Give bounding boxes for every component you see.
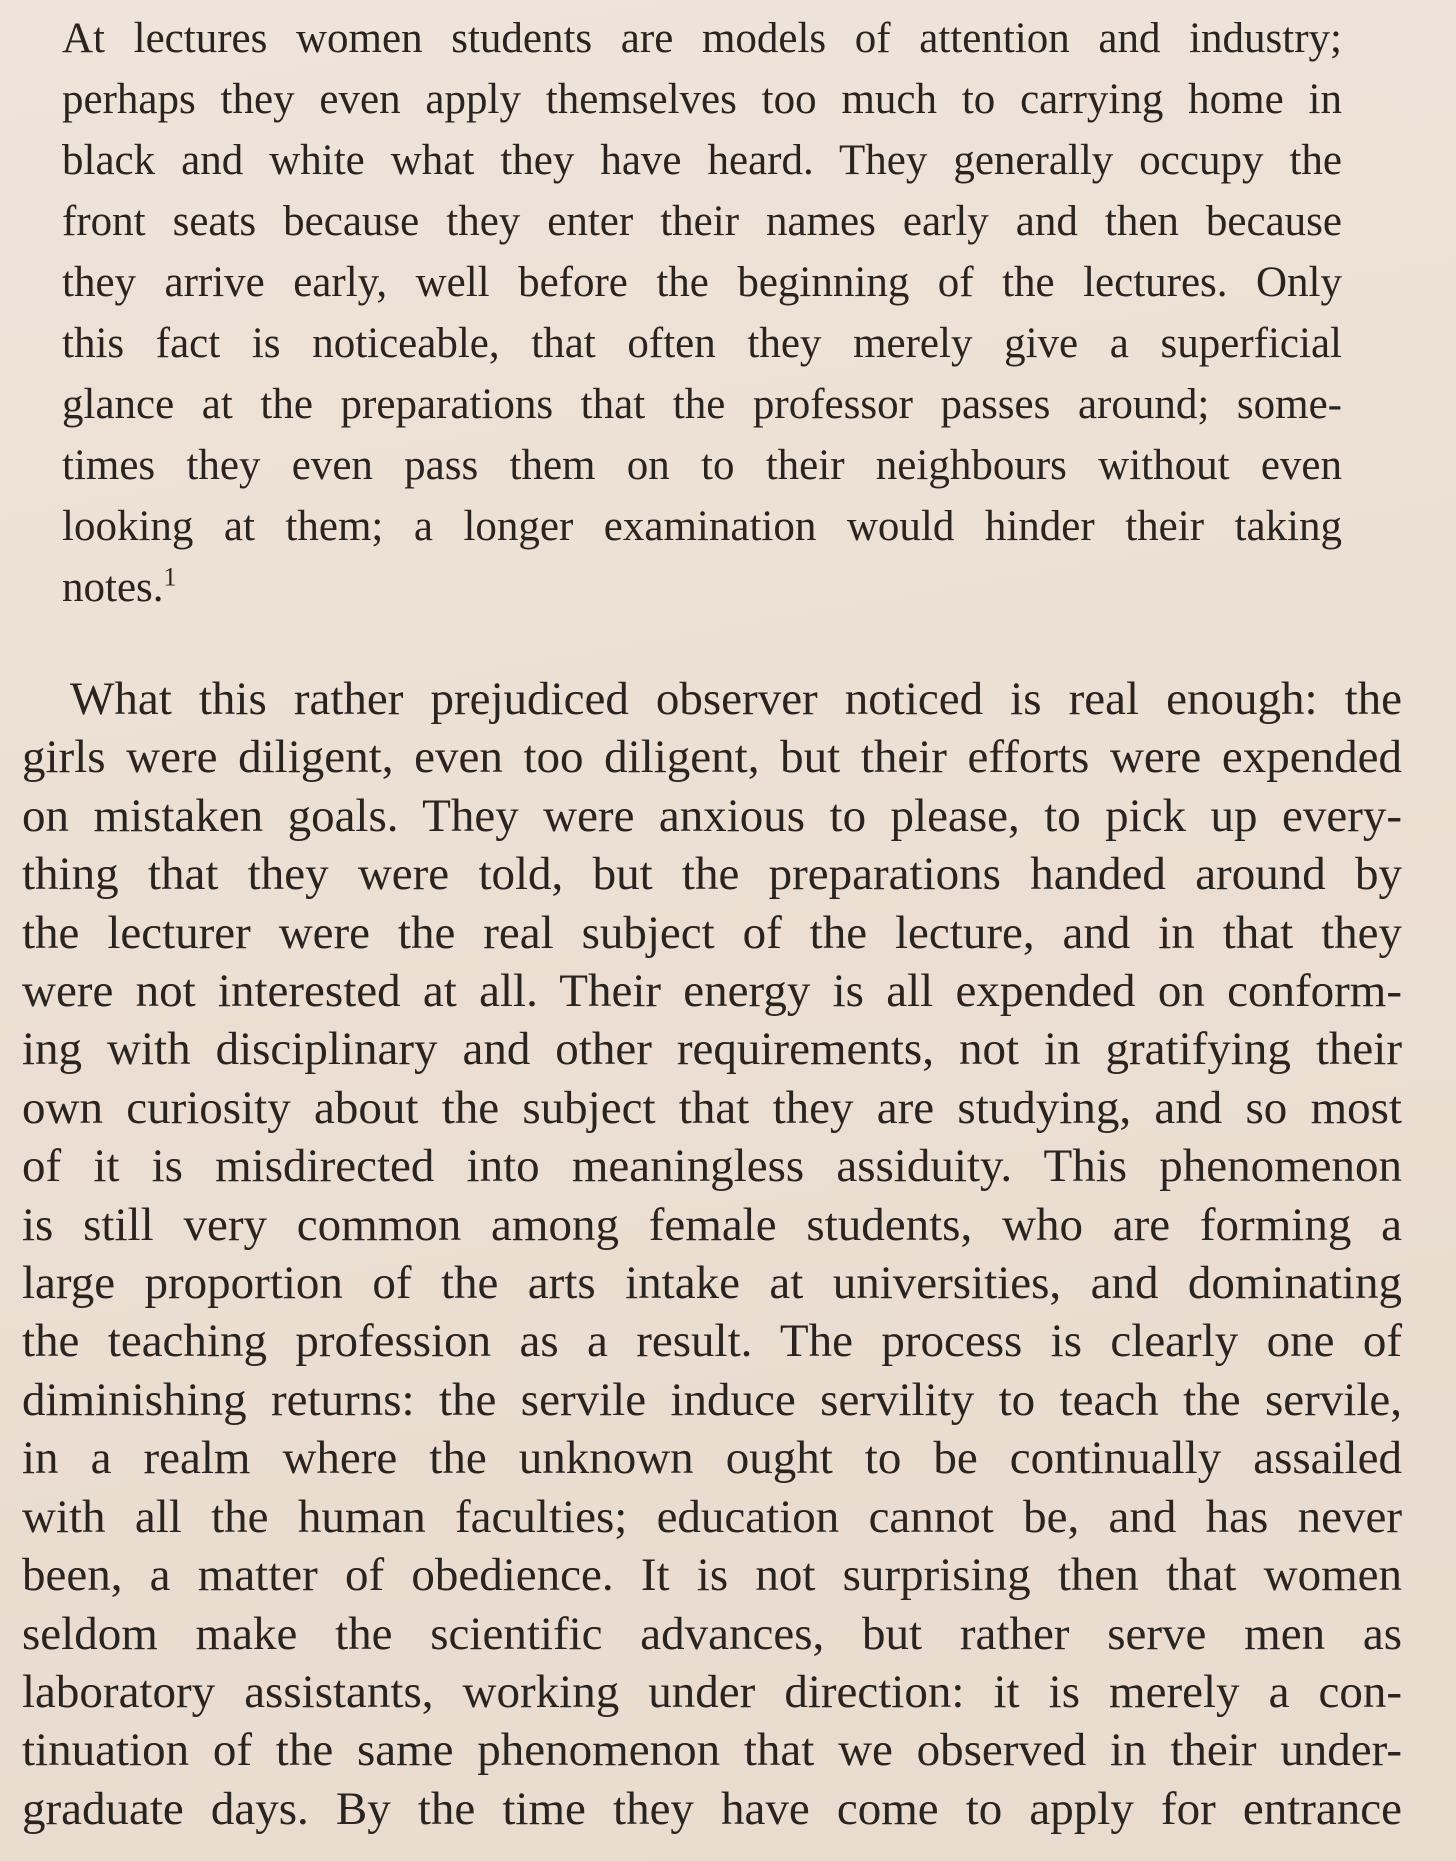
paragraph-line: of it is misdirected into meaningless assiduity. This phenomenon [22,1140,1402,1193]
quote-line: At lectures women students are models of attention and industry; [62,15,1342,62]
paragraph-line: own curiosity about the subject that they are studying, and so most [22,1081,1402,1134]
paragraph-line: thing that they were told, but the preparations handed around by [22,848,1402,901]
quote-line: they arrive early, well before the beginning of the lectures. Only [62,259,1342,306]
paragraph-line: What this rather prejudiced observer noticed is real enough: the [70,673,1402,725]
paragraph-line: large proportion of the arts intake at universities, and dominating [22,1257,1402,1310]
quote-last-line [62,557,1342,618]
paragraph-line: the teaching profession as a result. The process is clearly one of [22,1315,1402,1368]
quote-line: glance at the preparations that the professor passes around; some- [62,381,1342,428]
paragraph-line: laboratory assistants, working under direction: it is merely a con- [22,1665,1402,1718]
paragraph-line: is still very common among female students, who are forming a [22,1198,1402,1251]
quote-line: notes. [62,564,164,611]
paragraph-line: were not interested at all. Their energy is all expended on conform- [22,965,1402,1018]
quote-line: front seats because they enter their names early and then because [62,198,1342,245]
quote-line: this fact is noticeable, that often they merely give a superficial [62,320,1342,367]
paragraph-line: been, a matter of obedience. It is not surprising then that women [22,1549,1402,1602]
quote-line: black and white what they have heard. They generally occupy the [62,137,1342,184]
paragraph-line: seldom make the scientific advances, but rather serve men as [22,1607,1402,1660]
quote-line: times they even pass them on to their neighbours without even [62,442,1342,489]
paragraph-line: tinuation of the same phenomenon that we observed in their under- [22,1724,1402,1777]
quote-line: looking at them; a longer examination would hinder their taking [62,503,1342,550]
paragraph-line: with all the human faculties; education cannot be, and has never [22,1490,1402,1543]
paragraph-line: the lecturer were the real subject of the lecture, and in that they [22,906,1402,959]
paragraph-line: diminishing returns: the servile induce servility to teach the servile, [22,1373,1402,1426]
body-paragraph [22,670,1402,1838]
paragraph-line: in a realm where the unknown ought to be continually assailed [22,1432,1402,1485]
paragraph-line: on mistaken goals. They were anxious to please, to pick up every- [22,789,1402,842]
block-quote [62,8,1342,618]
paragraph-line: ing with disciplinary and other requirements, not in gratifying their [22,1023,1402,1076]
footnote-marker: 1 [163,562,177,592]
paragraph-line: graduate days. By the time they have come to apply for entrance [22,1782,1402,1835]
quote-line: perhaps they even apply themselves too much to carrying home in [62,76,1342,123]
paragraph-line: girls were diligent, even too diligent, but their efforts were expended [22,731,1402,784]
